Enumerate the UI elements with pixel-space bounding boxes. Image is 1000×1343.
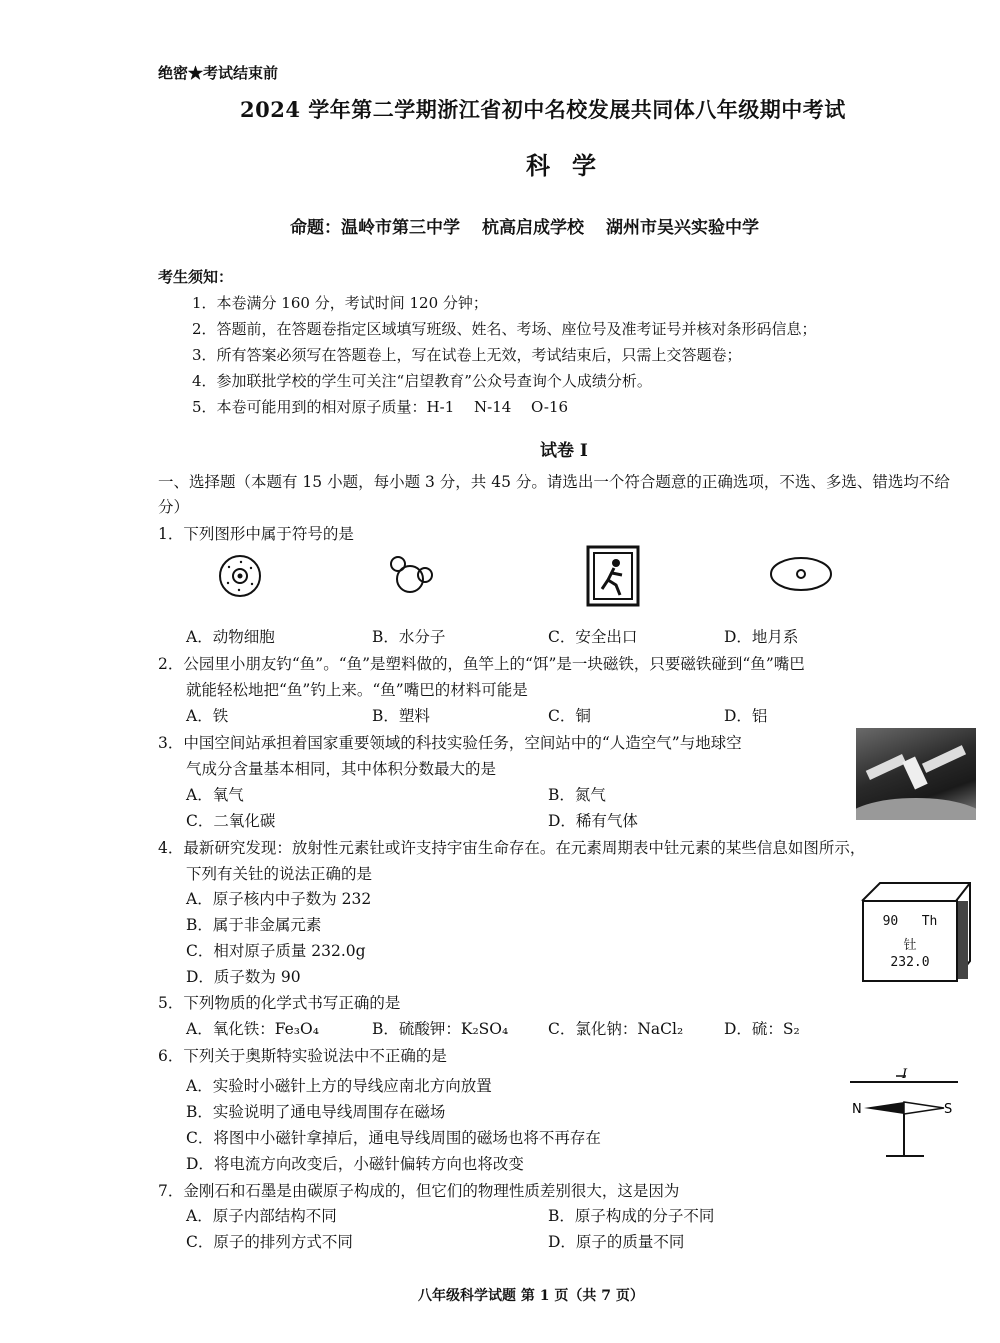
question-stem: 下列有关钍的说法正确的是 [186,865,373,883]
question-stem: 6．下列关于奥斯特实验说法中不正确的是 [158,1047,447,1065]
option-b: B．氮气 [548,786,606,804]
option-a: A．动物细胞 [186,628,275,646]
option-a: A．氧气 [186,786,244,804]
option-a: A．铁 [186,707,229,725]
needle-north-half [864,1102,904,1114]
option-d: D．将电流方向改变后，小磁针偏转方向也将改变 [186,1155,524,1173]
option-d: D．质子数为 90 [186,968,301,986]
authors-label: 命题： [290,218,341,238]
option-c: C．相对原子质量 232.0g [186,942,366,960]
water-molecule-figure [385,554,437,598]
notice-item: 5．本卷可能用到的相对原子质量：H-1 N-14 O-16 [192,398,569,416]
option-d: D．硫：S₂ [724,1020,800,1038]
exit-sign-figure [586,545,640,607]
animal-cell-figure [215,552,265,600]
notice-item: 1．本卷满分 160 分，考试时间 120 分钟； [192,294,488,312]
question-stem: 1．下列图形中属于符号的是 [158,525,354,543]
option-d: D．铝 [724,707,768,725]
question-stem: 2．公园里小朋友钓“鱼”。“鱼”是塑料做的，鱼竿上的“饵”是一块磁铁，只要磁铁碰到“鱼”嘴巴 [158,655,805,673]
option-c: C．原子的排列方式不同 [186,1233,353,1251]
question-stem: 7．金刚石和石墨是由碳原子构成的，但它们的物理性质差别很大，这是因为 [158,1182,680,1200]
option-b: B．属于非金属元素 [186,916,322,934]
element-symbol: Th [921,914,938,929]
question-stem: 就能轻松地把“鱼”钓上来。“鱼”嘴巴的材料可能是 [186,681,528,699]
current-label: I [902,1067,908,1082]
notice-item: 4．参加联批学校的学生可关注“启望教育”公众号查询个人成绩分析。 [192,372,652,390]
author-school: 湖州市吴兴实验中学 [606,218,759,238]
option-a: A．原子核内中子数为 232 [186,890,372,908]
exam-title: 2024 学年第二学期浙江省初中名校发展共同体八年级期中考试 [240,97,846,122]
north-label: N [852,1102,862,1117]
page-footer: 八年级科学试题 第 1 页（共 7 页） [418,1288,644,1304]
author-school: 杭高启成学校 [482,218,584,238]
option-c: C．铜 [548,707,591,725]
section-heading: 一、选择题（本题有 15 小题，每小题 3 分，共 45 分。请选出一个符合题意的正确选项，不选、多选、错选均不给分） [158,473,950,516]
author-school: 温岭市第三中学 [341,218,460,238]
notice-item: 3．所有答案必须写在答题卷上，写在试卷上无效，考试结束后，只需上交答题卷； [192,346,742,364]
authors-line [290,213,781,238]
option-b: B．塑料 [372,707,430,725]
south-label: S [944,1102,953,1117]
oersted-figure [846,1066,966,1162]
option-a: A．原子内部结构不同 [186,1207,337,1225]
atomic-mass: 232.0 [890,955,930,970]
option-d: D．地月系 [724,628,799,646]
atomic-number: 90 [882,914,899,929]
option-c: C．二氧化碳 [186,812,276,830]
option-c: C．氯化钠：NaCl₂ [548,1020,684,1038]
option-c: C．安全出口 [548,628,638,646]
option-b: B．水分子 [372,628,446,646]
earth-moon-figure [768,554,834,594]
notice-heading: 考生须知： [158,268,234,286]
element-name: 钍 [903,938,917,953]
question-stem: 气成分含量基本相同，其中体积分数最大的是 [186,760,497,778]
option-a: A．实验时小磁针上方的导线应南北方向放置 [186,1077,492,1095]
space-station-icon [856,728,976,820]
option-d: D．原子的质量不同 [548,1233,685,1251]
needle-south-half [904,1102,944,1114]
confidential-label: 绝密★考试结束前 [158,64,279,82]
option-b: B．硫酸钾：K₂SO₄ [372,1020,509,1038]
option-c: C．将图中小磁针拿掉后，通电导线周围的磁场也将不再存在 [186,1129,601,1147]
question-stem: 5．下列物质的化学式书写正确的是 [158,994,401,1012]
option-b: B．原子构成的分子不同 [548,1207,715,1225]
option-a: A．氧化铁：Fe₃O₄ [186,1020,319,1038]
question-stem: 4．最新研究发现：放射性元素钍或许支持宇宙生命存在。在元素周期表中钍元素的某些信息如图所示， [158,839,866,857]
option-d: D．稀有气体 [548,812,638,830]
option-b: B．实验说明了通电导线周围存在磁场 [186,1103,446,1121]
subject-title: 科学 [526,151,618,180]
space-station-photo [856,728,976,820]
paper-label: 试卷 I [540,441,588,461]
periodic-table-cell [862,900,958,982]
question-stem: 3．中国空间站承担着国家重要领域的科技实验任务，空间站中的“人造空气”与地球空 [158,734,742,752]
notice-item: 2．答题前，在答题卷指定区域填写班级、姓名、考场、座位号及准考证号并核对条形码信息； [192,320,817,338]
